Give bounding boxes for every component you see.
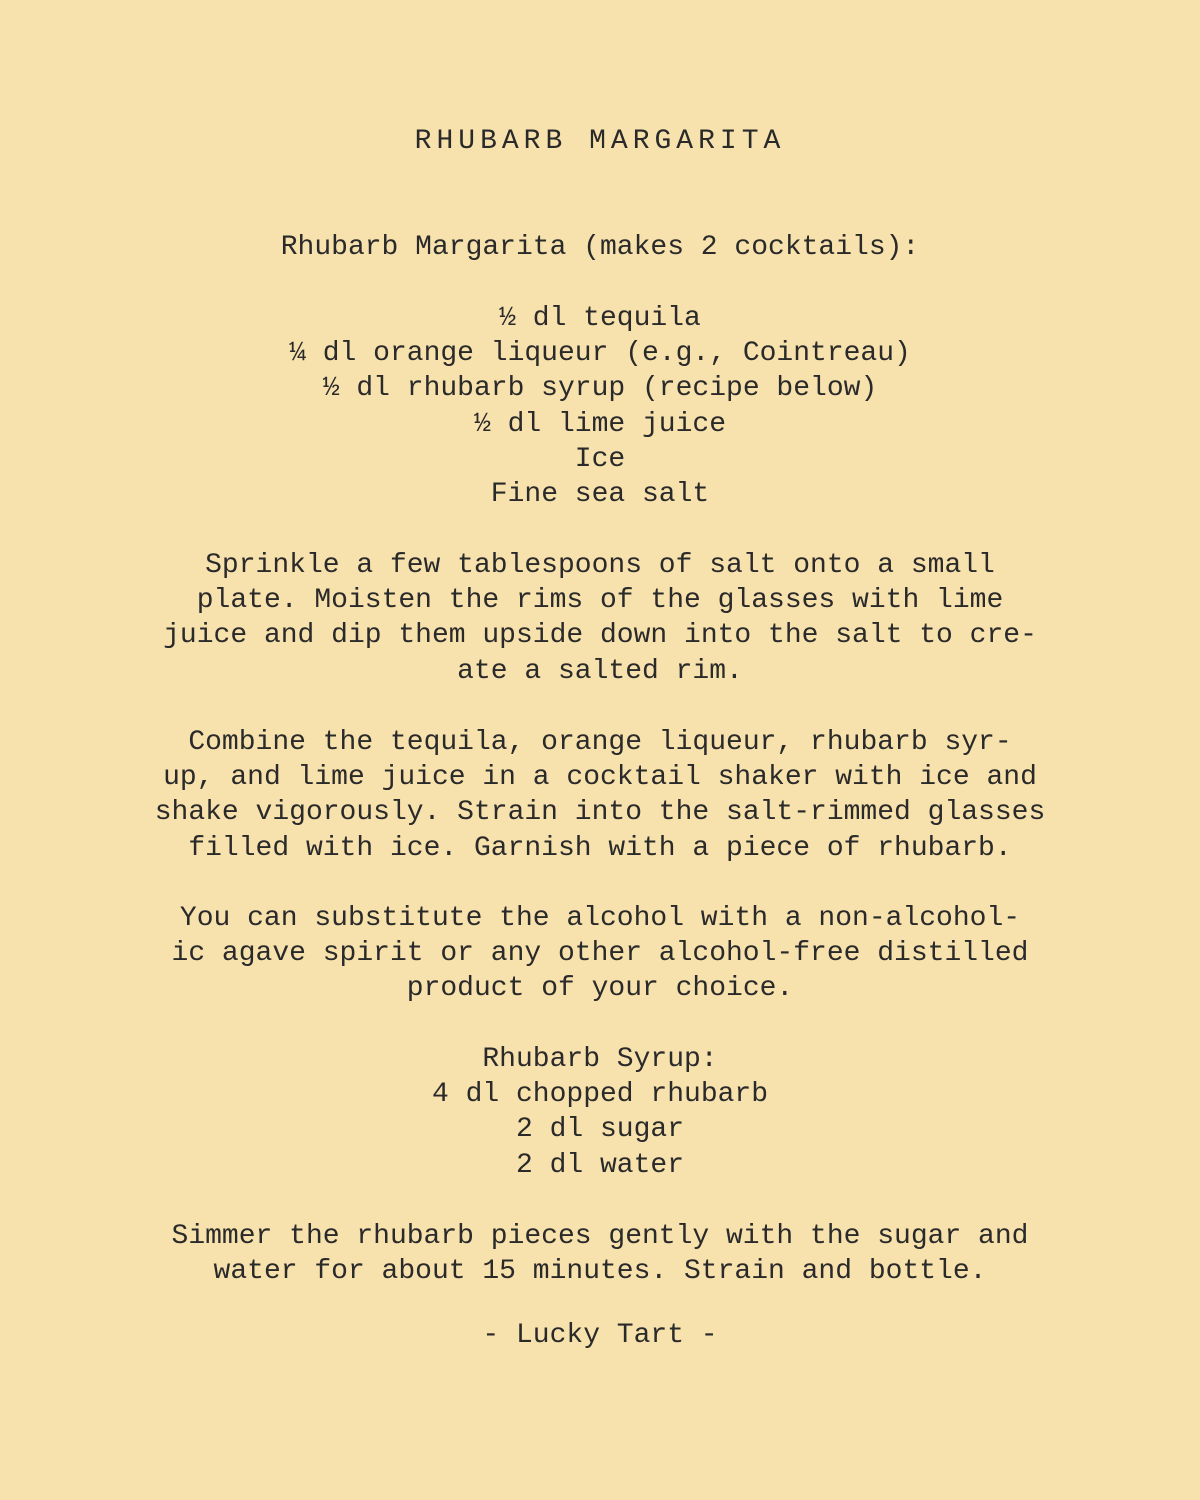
ingredient-item: ½ dl tequila (499, 303, 701, 334)
ingredient-list (0, 301, 1200, 512)
shake-instructions (0, 725, 1200, 866)
instruction-line: shake vigorously. Strain into the salt-rimmed glasses (154, 797, 1046, 829)
ingredient-item: Ice (574, 443, 626, 475)
ingredient-item: ½ dl rhubarb syrup (recipe below) (322, 373, 878, 405)
note-line: product of your choice. (406, 973, 794, 1005)
ingredient-item: Fine sea salt (490, 478, 710, 510)
ingredient-item: ¼ dl orange liqueur (e.g., Cointreau) (289, 338, 911, 370)
note-line: You can substitute the alcohol with a non-alcohol- (179, 903, 1021, 934)
signature (0, 1318, 1200, 1353)
instruction-line: Sprinkle a few tablespoons of salt onto a small (205, 550, 995, 581)
instruction-line: juice and dip them upside down into the salt to cre- (163, 620, 1037, 652)
syrup-heading: Rhubarb Syrup: (482, 1044, 718, 1075)
ingredient-item: ½ dl lime juice (473, 408, 727, 440)
note-line: ic agave spirit or any other alcohol-free distilled (171, 938, 1029, 970)
instruction-line: plate. Moisten the rims of the glasses with lime (196, 585, 1004, 617)
syrup-ingredient-item: 2 dl sugar (515, 1114, 685, 1146)
rim-instructions (0, 548, 1200, 689)
instruction-line: Simmer the rhubarb pieces gently with the sugar and (171, 1221, 1029, 1252)
recipe-subtitle (0, 230, 1200, 265)
subtitle-line: Rhubarb Margarita (makes 2 cocktails): (280, 232, 920, 263)
instruction-line: ate a salted rim. (457, 655, 743, 687)
syrup-section (0, 1042, 1200, 1183)
syrup-ingredient-item: 4 dl chopped rhubarb (431, 1079, 769, 1111)
instruction-line: water for about 15 minutes. Strain and bottle. (213, 1256, 987, 1288)
signature-text: - Lucky Tart - (482, 1320, 718, 1351)
instruction-line: Combine the tequila, orange liqueur, rhubarb syr- (188, 727, 1012, 758)
instruction-line: filled with ice. Garnish with a piece of rhubarb. (188, 832, 1012, 864)
syrup-ingredient-item: 2 dl water (515, 1149, 685, 1181)
instruction-line: up, and lime juice in a cocktail shaker with ice and (163, 762, 1037, 794)
page-title: RHUBARB MARGARITA (414, 126, 786, 157)
substitute-note (0, 901, 1200, 1007)
simmer-instructions (0, 1219, 1200, 1289)
